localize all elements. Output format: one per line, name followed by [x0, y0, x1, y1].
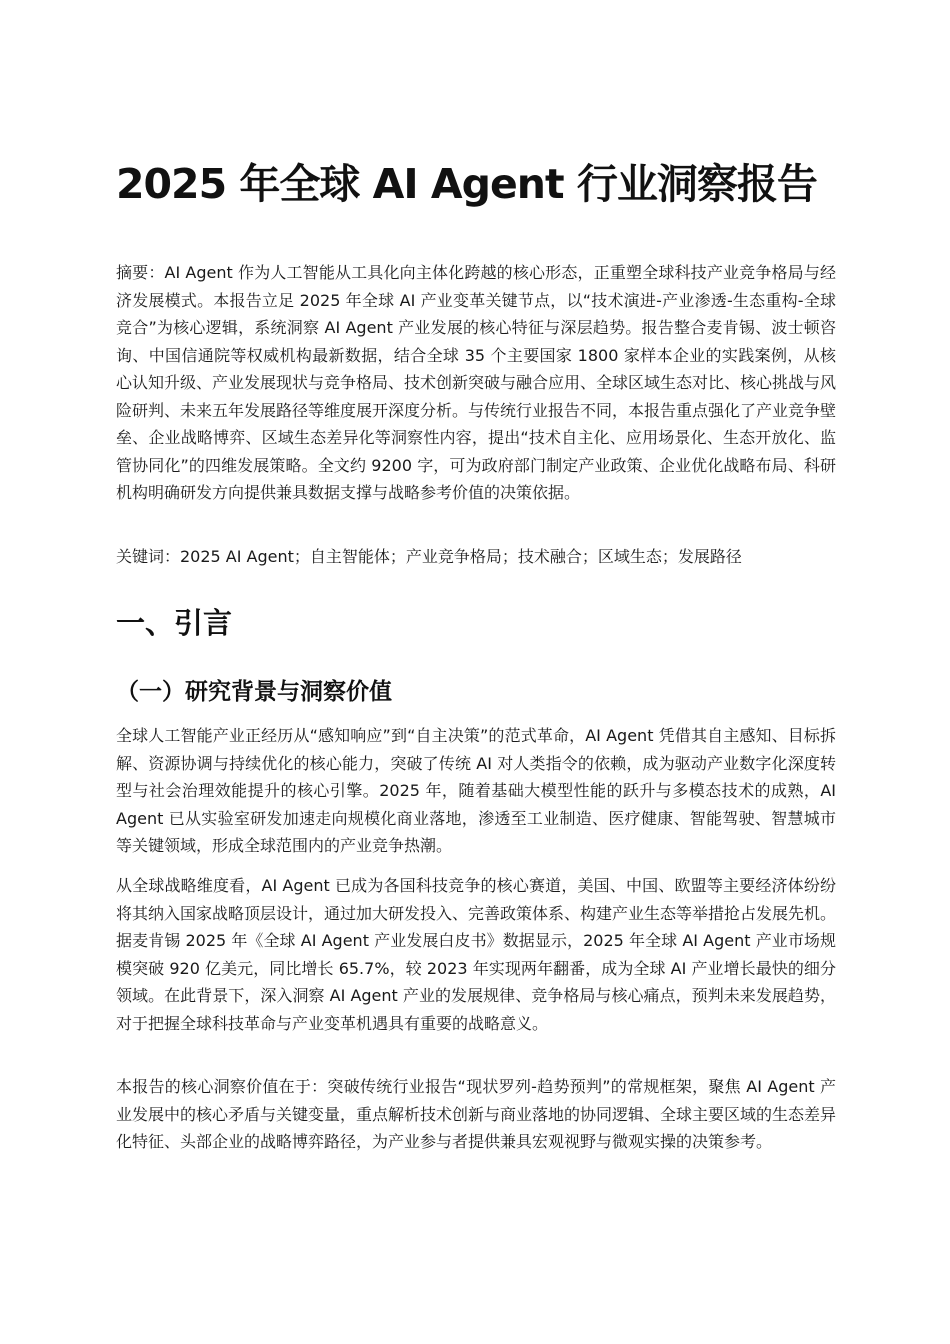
- section-heading-introduction: 一、引言: [116, 606, 233, 640]
- subsection-heading-background: （一）研究背景与洞察价值: [116, 679, 392, 705]
- body-paragraph: 全球人工智能产业正经历从“感知响应”到“自主决策”的范式革命，AI Agent 凭借其自主感知、目标拆解、资源协调与持续优化的核心能力，突破了传统 AI 对人类指令的依赖，成为驱动产业数字化深度转型与社会治理效能提升的核心引擎。2025 年，随着基础大模型性能的跃升与多模态技术的成熟，AI Agent 已从实验室研发加速走向规模化商业落地，渗透至工业制造、医疗健康、智能驾驶、智慧城市等关键领域，形成全球范围内的产业竞争热潮。: [116, 726, 836, 855]
- keywords-line: 关键词：2025 AI Agent；自主智能体；产业竞争格局；技术融合；区域生态；发展路径: [116, 547, 742, 566]
- body-paragraph: 从全球战略维度看，AI Agent 已成为各国科技竞争的核心赛道，美国、中国、欧盟等主要经济体纷纷将其纳入国家战略顶层设计，通过加大研发投入、完善政策体系、构建产业生态等举措抢占发展先机。据麦肯锡 2025 年《全球 AI Agent 产业发展白皮书》数据显示，2025 年全球 AI Agent 产业市场规模突破 920 亿美元，同比增长 65.7%，较 2023 年实现两年翻番，成为全球 AI 产业增长最快的细分领域。在此背景下，深入洞察 AI Agent 产业的发展规律、竞争格局与核心痛点，预判未来发展趋势，对于把握全球科技革命与产业变革机遇具有重要的战略意义。: [116, 876, 837, 1033]
- abstract-paragraph: 摘要：AI Agent 作为人工智能从工具化向主体化跨越的核心形态，正重塑全球科技产业竞争格局与经济发展模式。本报告立足 2025 年全球 AI 产业变革关键节点，以“技术演进-产业渗透-生态重构-全球竞合”为核心逻辑，系统洞察 AI Agent 产业发展的核心特征与深层趋势。报告整合麦肯锡、波士顿咨询、中国信通院等权威机构最新数据，结合全球 35 个主要国家 1800 家样本企业的实践案例，从核心认知升级、产业发展现状与竞争格局、技术创新突破与融合应用、全球区域生态对比、核心挑战与风险研判、未来五年发展路径等维度展开深度分析。与传统行业报告不同，本报告重点强化了产业竞争壁垒、企业战略博弈、区域生态差异化等洞察性内容，提出“技术自主化、应用场景化、生态开放化、监管协同化”的四维发展策略。全文约 9200 字，可为政府部门制定产业政策、企业优化战略布局、科研机构明确研发方向提供兼具数据支撑与战略参考价值的决策依据。: [116, 263, 837, 502]
- body-paragraph: 本报告的核心洞察价值在于：突破传统行业报告“现状罗列-趋势预判”的常规框架，聚焦 AI Agent 产业发展中的核心矛盾与关键变量，重点解析技术创新与商业落地的协同逻辑、全球主要区域的生态差异化特征、头部企业的战略博弈路径，为产业参与者提供兼具宏观视野与微观实操的决策参考。: [116, 1077, 837, 1151]
- document-title: 2025 年全球 AI Agent 行业洞察报告: [116, 160, 817, 208]
